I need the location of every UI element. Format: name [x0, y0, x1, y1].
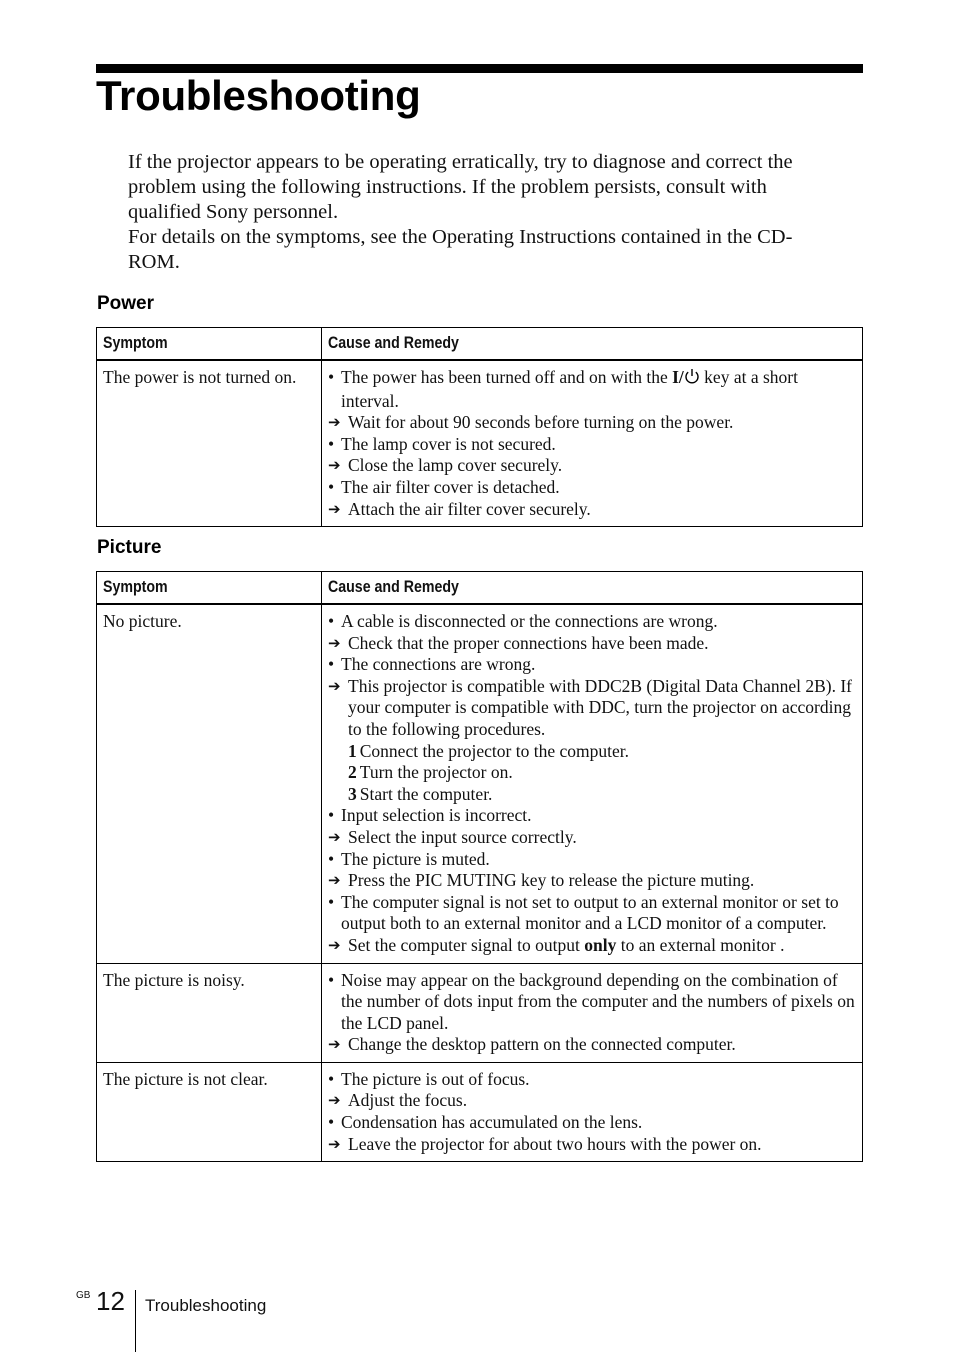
right-arrow-icon: ➔ [328, 1134, 341, 1153]
symptom-cell: No picture. [97, 604, 322, 963]
intro-text [128, 150, 840, 275]
cause-item: • Condensation has accumulated on the lens. [328, 1112, 856, 1134]
power-key-label: I/ [672, 367, 684, 387]
cause-item: • The air filter cover is detached. [328, 477, 856, 499]
power-heading: Power [97, 293, 155, 314]
procedure-step: 1 Connect the projector to the computer. [348, 740, 629, 761]
cause-item: • The picture is out of focus. [328, 1069, 856, 1091]
cause-item: • Noise may appear on the background depending on the combination of the number of dots input from the computer and the numbers of pixels on the LCD panel. [328, 970, 856, 1035]
right-arrow-icon: ➔ [328, 871, 341, 890]
remedy-item: ➔ Press the PIC MUTING key to release the picture muting. [328, 870, 755, 891]
cause-item: • A cable is disconnected or the connections are wrong. [328, 611, 856, 633]
table-header-row [97, 572, 863, 605]
remedy-item: ➔ This projector is compatible with DDC2B (Digital Data Channel 2B). If your computer is compatible with DDC, turn the projector on according to the following procedures. [328, 675, 852, 739]
cause-item: • The picture is muted. [328, 849, 856, 871]
emphasis-only: only [584, 934, 617, 955]
right-arrow-icon: ➔ [328, 456, 341, 475]
cause-column-header: Cause and Remedy [322, 572, 863, 605]
intro-paragraph-2: For details on the symptoms, see the Operating Instructions contained in the CD-ROM. [128, 226, 793, 273]
cause-item: • The connections are wrong. [328, 654, 856, 676]
table-header-row [97, 328, 863, 361]
footer-divider [135, 1290, 136, 1352]
procedure-step: 3 Start the computer. [348, 783, 493, 804]
symptom-column-header: Symptom [97, 328, 322, 361]
remedy-item: ➔ Check that the proper connections have been made. [328, 632, 709, 653]
right-arrow-icon: ➔ [328, 676, 341, 695]
table-row [97, 360, 863, 527]
page-number: 12 [96, 1286, 125, 1316]
cause-item: • The lamp cover is not secured. [328, 434, 856, 456]
right-arrow-icon: ➔ [328, 413, 341, 432]
cause-item: • The computer signal is not set to output to an external monitor or set to output both to an external monitor and a LCD monitor of a computer. [328, 892, 856, 935]
picture-table [96, 571, 863, 1162]
cause-cell [322, 604, 863, 963]
right-arrow-icon: ➔ [328, 827, 341, 846]
symptom-cell: The power is not turned on. [97, 360, 322, 527]
right-arrow-icon: ➔ [328, 633, 341, 652]
right-arrow-icon: ➔ [328, 499, 341, 518]
cause-item: • Input selection is incorrect. [328, 805, 856, 827]
table-row [97, 1062, 863, 1161]
footer-section-label: Troubleshooting [145, 1296, 267, 1315]
remedy-item: ➔ Select the input source correctly. [328, 826, 577, 847]
cause-cell [322, 963, 863, 1062]
cause-cell [322, 1062, 863, 1161]
procedure-step: 2 Turn the projector on. [348, 762, 513, 783]
table-row [97, 963, 863, 1062]
remedy-item: ➔ Change the desktop pattern on the connected computer. [328, 1034, 736, 1055]
remedy-item: ➔ Attach the air filter cover securely. [328, 498, 591, 519]
remedy-item: ➔ Wait for about 90 seconds before turning on the power. [328, 412, 734, 433]
symptom-cell: The picture is not clear. [97, 1062, 322, 1161]
picture-heading: Picture [97, 537, 162, 558]
symptom-cell: The picture is noisy. [97, 963, 322, 1062]
remedy-item: ➔ Leave the projector for about two hours with the power on. [328, 1133, 762, 1154]
page-title: Troubleshooting [96, 72, 421, 119]
remedy-item: ➔ Set the computer signal to output only to an external monitor . [328, 934, 785, 955]
cause-cell [322, 360, 863, 527]
remedy-item: ➔ Adjust the focus. [328, 1090, 468, 1111]
right-arrow-icon: ➔ [328, 935, 341, 954]
table-row [97, 604, 863, 963]
symptom-column-header: Symptom [97, 572, 322, 605]
cause-column-header: Cause and Remedy [322, 328, 863, 361]
power-standby-icon [684, 368, 700, 391]
region-code: GB [76, 1290, 91, 1301]
remedy-item: ➔ Close the lamp cover securely. [328, 455, 563, 476]
intro-paragraph-1: If the projector appears to be operating erratically, try to diagnose and correct the problem using the following instructions. If the problem persists, consult with qualified Sony personnel. [128, 151, 793, 223]
cause-item: • The power has been turned off and on with the I/ key at a short interval. [328, 367, 856, 412]
power-table [96, 327, 863, 527]
right-arrow-icon: ➔ [328, 1091, 341, 1110]
right-arrow-icon: ➔ [328, 1035, 341, 1054]
